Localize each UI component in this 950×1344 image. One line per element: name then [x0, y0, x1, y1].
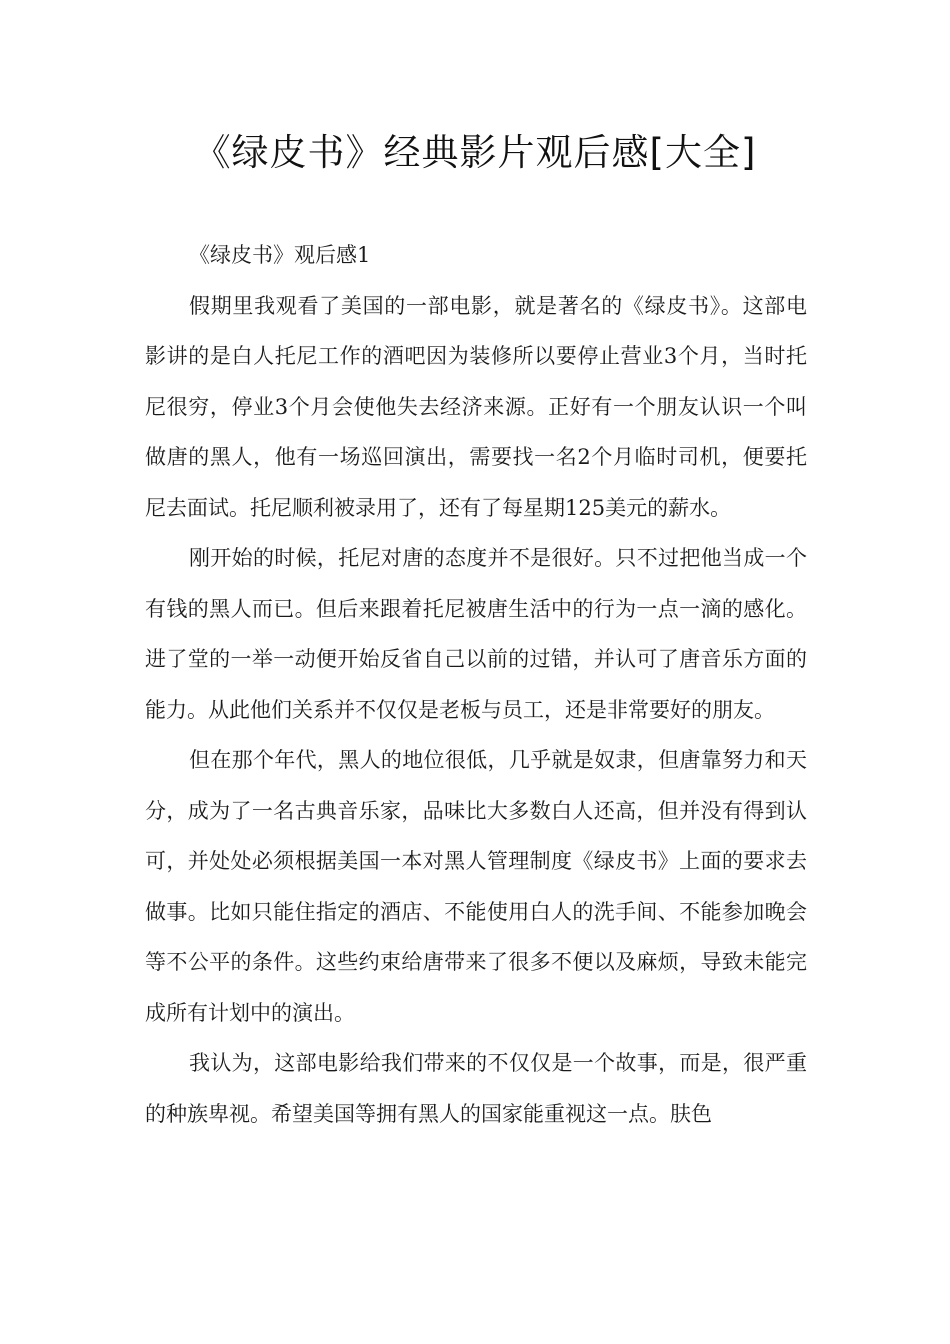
paragraph-1: 假期里我观看了美国的一部电影，就是著名的《绿皮书》。这部电影讲的是白人托尼工作的酒吧因为装修所以要停止营业3个月，当时托尼很穷，停业3个月会使他失去经济来源。正好有一个朋友认识一个叫做唐的黑人，他有一场巡回演出，需要找一名2个月临时司机，便要托尼去面试。托尼顺利被录用了，还有了每星期125美元的薪水。	[145, 293, 807, 520]
document-title: 《绿皮书》经典影片观后感[大全]	[193, 131, 757, 174]
paragraph-2: 刚开始的时候，托尼对唐的态度并不是很好。只不过把他当成一个有钱的黑人而已。但后来跟着托尼被唐生活中的行为一点一滴的感化。进了堂的一举一动便开始反省自己以前的过错，并认可了唐音乐方面的能力。从此他们关系并不仅仅是老板与员工，还是非常要好的朋友。	[145, 546, 807, 722]
document-body	[145, 230, 807, 1139]
paragraph-4: 我认为，这部电影给我们带来的不仅仅是一个故事，而是，很严重的种族卑视。希望美国等拥有黑人的国家能重视这一点。肤色	[145, 1051, 807, 1126]
essay-subheading: 《绿皮书》观后感1	[189, 243, 371, 267]
paragraph-3: 但在那个年代，黑人的地位很低，几乎就是奴隶，但唐靠努力和天分，成为了一名古典音乐家，品味比大多数白人还高，但并没有得到认可，并处处必须根据美国一本对黑人管理制度《绿皮书》上面的要求去做事。比如只能住指定的酒店、不能使用白人的洗手间、不能参加晚会等不公平的条件。这些约束给唐带来了很多不便以及麻烦，导致未能完成所有计划中的演出。	[145, 748, 807, 1025]
